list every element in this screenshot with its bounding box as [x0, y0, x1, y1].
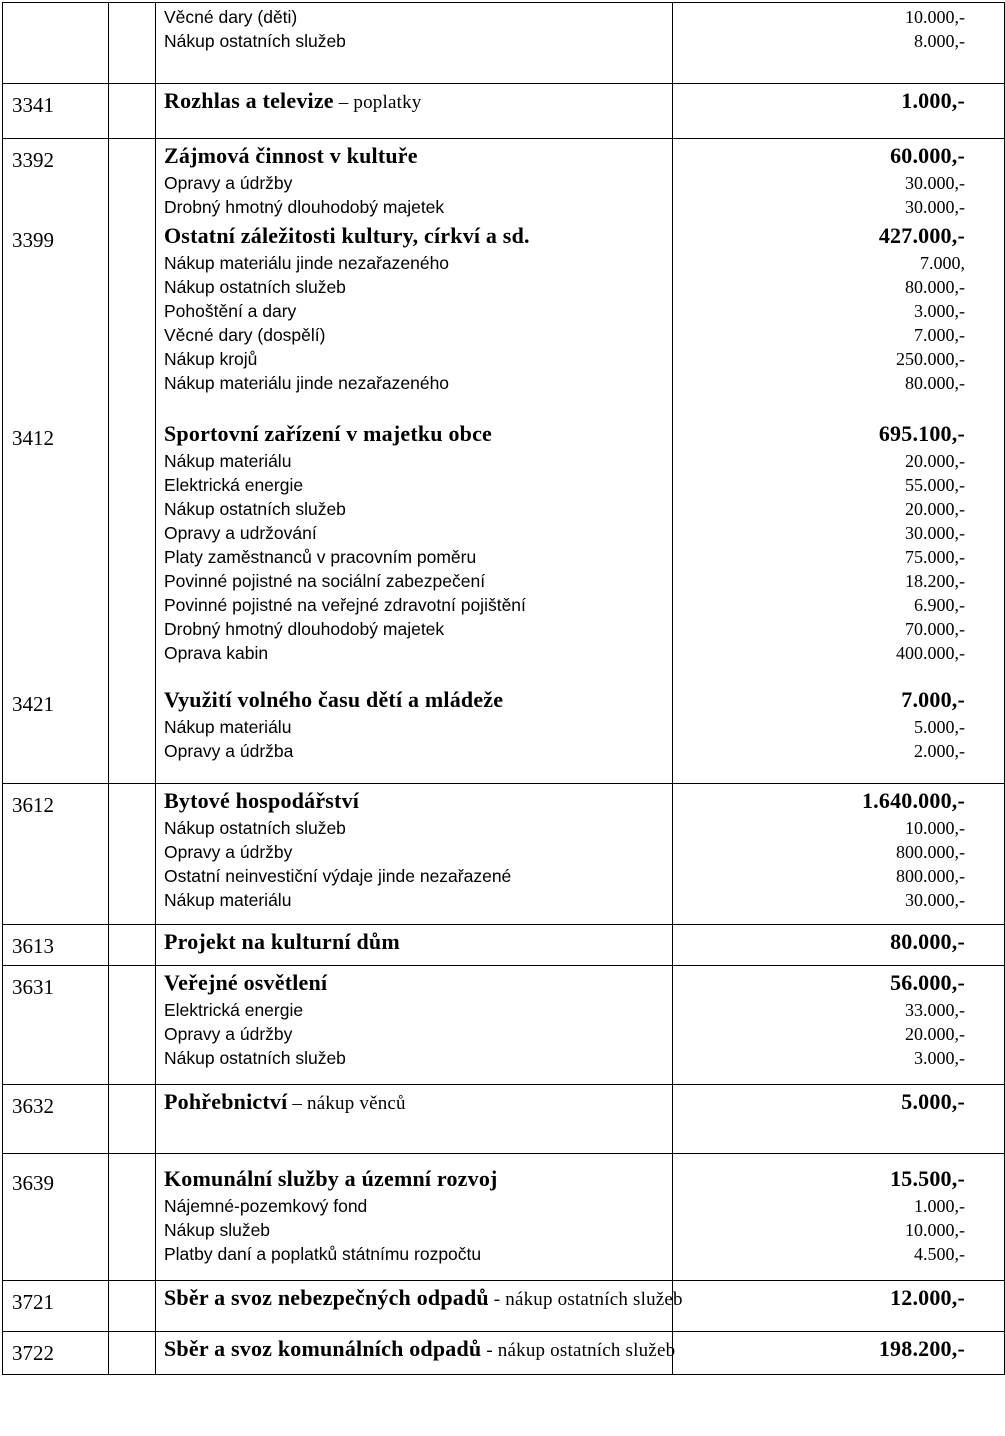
chapter-code-cell: [3, 1085, 109, 1154]
description-cell: [156, 784, 673, 925]
chapter-code: 3613: [12, 934, 54, 958]
chapter-heading-text: Ostatní záležitosti kultury, církví a sd.: [164, 223, 530, 248]
chapter-code-cell: [3, 139, 109, 220]
spacer-cell: [109, 417, 156, 683]
budget-document: [2, 2, 965, 1375]
amount-cell: [673, 683, 1005, 784]
item-amount: 10.000,-: [905, 1220, 965, 1240]
budget-row: [3, 1085, 1005, 1154]
item-label: Nákup ostatních služeb: [164, 31, 346, 51]
item-label: Nákup ostatních služeb: [164, 277, 346, 297]
chapter-code: 3721: [12, 1290, 54, 1314]
spacer-cell: [109, 1154, 156, 1281]
chapter-heading-text: Sběr a svoz komunálních odpadů: [164, 1336, 482, 1361]
chapter-code-cell: [3, 417, 109, 683]
amount-cell: [673, 1085, 1005, 1154]
chapter-code: 3722: [12, 1341, 54, 1365]
chapter-heading: [164, 685, 672, 715]
chapter-heading: [164, 419, 672, 449]
budget-row: [3, 84, 1005, 139]
budget-row: [3, 1154, 1005, 1281]
spacer-cell: [109, 3, 156, 84]
description-cell: [156, 84, 673, 139]
item-amount: 400.000,-: [896, 643, 965, 663]
spacer-cell: [109, 1085, 156, 1154]
item-label: Elektrická energie: [164, 475, 304, 495]
chapter-total: 56.000,-: [890, 970, 965, 995]
item-amount: 30.000,-: [905, 890, 965, 910]
chapter-heading-suffix: – nákup věnců: [287, 1093, 406, 1114]
spacer-cell: [109, 139, 156, 220]
item-amount: 5.000,-: [914, 717, 965, 737]
chapter-heading-text: Zájmová činnost v kultuře: [164, 143, 418, 168]
chapter-total: 15.500,-: [890, 1166, 965, 1191]
chapter-heading-text: Rozhlas a televize: [164, 88, 334, 113]
item-label: Elektrická energie: [164, 1000, 304, 1020]
item-label: Nákup ostatních služeb: [164, 499, 346, 519]
description-cell: [156, 1154, 673, 1281]
budget-row: [3, 966, 1005, 1085]
item-label: Opravy a udržování: [164, 523, 317, 543]
item-label: Nákup materiálu jinde nezařazeného: [164, 253, 450, 273]
chapter-total: 198.200,-: [878, 1336, 965, 1361]
item-label: Drobný hmotný dlouhodobý majetek: [164, 197, 445, 217]
chapter-code: 3632: [12, 1094, 54, 1118]
spacer-cell: [109, 966, 156, 1085]
description-cell: [156, 1332, 676, 1375]
item-amount: 30.000,-: [905, 197, 965, 217]
budget-row: [3, 683, 1005, 784]
item-label: Nákup materiálu jinde nezařazeného: [164, 373, 450, 393]
item-label: Drobný hmotný dlouhodobý majetek: [164, 619, 445, 639]
item-amount: 20.000,-: [905, 1024, 965, 1044]
item-label: Pohoštění a dary: [164, 301, 297, 321]
budget-row: [3, 784, 1005, 925]
chapter-heading: [164, 1087, 672, 1117]
amount-cell: [673, 925, 1005, 966]
chapter-code: 3421: [12, 692, 54, 716]
budget-row: [3, 1332, 1005, 1375]
chapter-total: 695.100,-: [878, 421, 965, 446]
chapter-heading: [164, 927, 672, 957]
description-cell: [156, 219, 673, 417]
description-cell: [156, 139, 673, 220]
chapter-code: 3399: [12, 228, 54, 252]
item-amount: 70.000,-: [905, 619, 965, 639]
chapter-total: 5.000,-: [901, 1089, 965, 1114]
item-amount: 800.000,-: [896, 866, 965, 886]
budget-row: [3, 417, 1005, 683]
spacer-cell: [109, 1281, 156, 1332]
item-amount: 18.200,-: [905, 571, 965, 591]
item-label: Věcné dary (děti): [164, 7, 298, 27]
spacer-cell: [109, 219, 156, 417]
amount-cell: [673, 1332, 1005, 1375]
item-amount: 10.000,-: [905, 7, 965, 27]
budget-row: [3, 925, 1005, 966]
item-amount: 7.000,: [920, 253, 965, 273]
spacer-cell: [109, 784, 156, 925]
item-amount: 4.500,-: [914, 1244, 965, 1264]
chapter-heading-text: Pohřebnictví: [164, 1089, 288, 1114]
chapter-heading-text: Bytové hospodářství: [164, 788, 360, 813]
chapter-code: 3612: [12, 793, 54, 817]
chapter-code: 3631: [12, 975, 54, 999]
item-amount: 20.000,-: [905, 499, 965, 519]
amount-cell: [673, 1281, 1005, 1332]
chapter-code-cell: [3, 84, 109, 139]
description-cell: [156, 683, 673, 784]
description-cell: [156, 966, 673, 1085]
chapter-heading: [164, 86, 672, 116]
chapter-heading: [164, 1164, 672, 1194]
item-amount: 80.000,-: [905, 373, 965, 393]
chapter-code: 3639: [12, 1171, 54, 1195]
chapter-heading-suffix: - nákup ostatních služeb: [488, 1289, 683, 1310]
chapter-code-cell: [3, 3, 109, 84]
item-label: Opravy a údržba: [164, 741, 294, 761]
chapter-heading-suffix: - nákup ostatních služeb: [481, 1340, 676, 1361]
chapter-code-cell: [3, 683, 109, 784]
chapter-code-cell: [3, 925, 109, 966]
description-cell: [156, 417, 673, 683]
chapter-code-cell: [3, 1281, 109, 1332]
chapter-heading-text: Využití volného času dětí a mládeže: [164, 687, 504, 712]
chapter-heading-text: Sportovní zařízení v majetku obce: [164, 421, 493, 446]
item-label: Ostatní neinvestiční výdaje jinde nezařazené: [164, 866, 512, 886]
budget-row: [3, 219, 1005, 417]
item-amount: 30.000,-: [905, 173, 965, 193]
chapter-code: 3412: [12, 426, 54, 450]
chapter-heading: [164, 141, 672, 171]
chapter-total: 1.640.000,-: [861, 788, 965, 813]
chapter-total: 427.000,-: [878, 223, 965, 248]
item-amount: 8.000,-: [914, 31, 965, 51]
item-amount: 55.000,-: [905, 475, 965, 495]
item-label: Nákup krojů: [164, 349, 258, 369]
item-label: Povinné pojistné na veřejné zdravotní pojištění: [164, 595, 526, 615]
spacer-cell: [109, 84, 156, 139]
chapter-total: 80.000,-: [890, 929, 965, 954]
chapter-code-cell: [3, 784, 109, 925]
chapter-total: 7.000,-: [901, 687, 965, 712]
description-cell: [156, 1085, 673, 1154]
item-amount: 3.000,-: [914, 301, 965, 321]
chapter-code: 3341: [12, 93, 54, 117]
item-amount: 75.000,-: [905, 547, 965, 567]
amount-cell: [673, 417, 1005, 683]
chapter-heading-text: Veřejné osvětlení: [164, 970, 328, 995]
item-label: Nákup ostatních služeb: [164, 1048, 346, 1068]
item-label: Nájemné-pozemkový fond: [164, 1196, 368, 1216]
item-amount: 7.000,-: [914, 325, 965, 345]
amount-cell: [673, 84, 1005, 139]
chapter-total: 1.000,-: [901, 88, 965, 113]
item-amount: 20.000,-: [905, 451, 965, 471]
chapter-code-cell: [3, 1154, 109, 1281]
item-amount: 80.000,-: [905, 277, 965, 297]
item-amount: 10.000,-: [905, 818, 965, 838]
description-cell: [156, 3, 673, 84]
item-label: Opravy a údržby: [164, 1024, 293, 1044]
item-amount: 33.000,-: [905, 1000, 965, 1020]
budget-row: [3, 3, 1005, 84]
chapter-code-cell: [3, 219, 109, 417]
description-cell: [156, 925, 673, 966]
chapter-heading: [164, 1283, 683, 1313]
item-label: Oprava kabin: [164, 643, 269, 663]
amount-cell: [673, 784, 1005, 925]
amount-cell: [673, 3, 1005, 84]
item-label: Věcné dary (dospělí): [164, 325, 326, 345]
spacer-cell: [109, 1332, 156, 1375]
chapter-heading: [164, 221, 672, 251]
item-label: Povinné pojistné na sociální zabezpečení: [164, 571, 486, 591]
chapter-code-cell: [3, 1332, 109, 1375]
item-label: Nákup materiálu: [164, 451, 292, 471]
item-label: Nákup materiálu: [164, 890, 292, 910]
chapter-heading: [164, 786, 672, 816]
description-cell: [156, 1281, 683, 1332]
amount-cell: [673, 966, 1005, 1085]
amount-cell: [673, 219, 1005, 417]
chapter-total: 12.000,-: [890, 1285, 965, 1310]
chapter-heading-suffix: – poplatky: [333, 92, 422, 113]
budget-row: [3, 139, 1005, 220]
item-amount: 2.000,-: [914, 741, 965, 761]
chapter-heading: [164, 1334, 676, 1364]
item-amount: 250.000,-: [896, 349, 965, 369]
chapter-total: 60.000,-: [890, 143, 965, 168]
item-amount: 3.000,-: [914, 1048, 965, 1068]
item-amount: 6.900,-: [914, 595, 965, 615]
budget-table: [2, 2, 1005, 1375]
item-label: Platy zaměstnanců v pracovním poměru: [164, 547, 477, 567]
chapter-code-cell: [3, 966, 109, 1085]
spacer-cell: [109, 925, 156, 966]
chapter-heading-text: Sběr a svoz nebezpečných odpadů: [164, 1285, 489, 1310]
spacer-cell: [109, 683, 156, 784]
chapter-heading: [164, 968, 672, 998]
item-label: Platby daní a poplatků státnímu rozpočtu: [164, 1244, 482, 1264]
item-label: Nákup materiálu: [164, 717, 292, 737]
item-amount: 30.000,-: [905, 523, 965, 543]
item-amount: 1.000,-: [914, 1196, 965, 1216]
chapter-heading-text: Projekt na kulturní dům: [164, 929, 400, 954]
item-amount: 800.000,-: [896, 842, 965, 862]
chapter-code: 3392: [12, 148, 54, 172]
item-label: Opravy a údržby: [164, 173, 293, 193]
amount-cell: [673, 1154, 1005, 1281]
item-label: Nákup ostatních služeb: [164, 818, 346, 838]
budget-row: [3, 1281, 1005, 1332]
amount-cell: [673, 139, 1005, 220]
item-label: Opravy a údržby: [164, 842, 293, 862]
item-label: Nákup služeb: [164, 1220, 271, 1240]
chapter-heading-text: Komunální služby a územní rozvoj: [164, 1166, 498, 1191]
